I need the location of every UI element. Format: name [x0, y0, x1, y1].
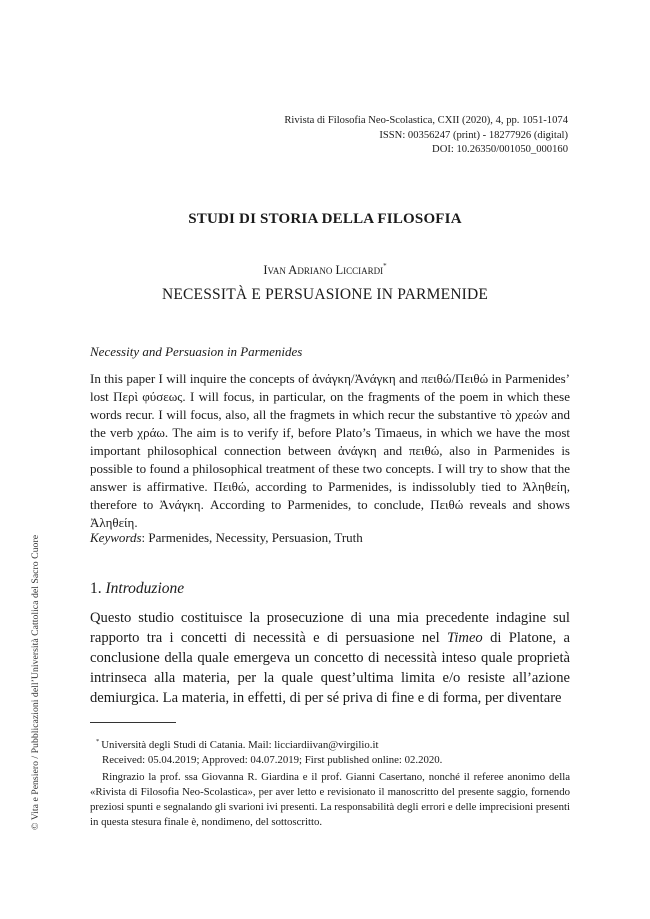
keywords — [90, 529, 570, 547]
section-heading — [90, 580, 184, 598]
keywords-label: Keywords — [90, 530, 142, 545]
footnote-affiliation-line1 — [96, 734, 570, 753]
abstract: In this paper I will inquire the concepts of ἀνάγκη/Ἀνάγκη and πειθώ/Πειθώ in Parmenides’ lost Περὶ φύσεως. I will focus, in particular, on the fragments of the poem in which these words recur. I will focus, also, all the fragmets in which recur the substantive τὸ χρεών and the verb χράω. The aim is to verify if, before Plato’s Timaeus, in which we have the most important philosophical connection between ἀνάγκη and πειθώ, also in Parmenides is possible to found a philosophical treatment of these two concepts. I will try to show that the answer is affirmative. Πειθώ, according to Parmenides, is indissolubly tied to Ἀληθείη, therefore to Ἀνάγκη. According to Parmenides, to conclude, Πειθώ reveals and shows Ἀληθείη. — [90, 371, 570, 530]
footnote-dates: Received: 05.04.2019; Approved: 04.07.2019; First published online: 02.2020. — [102, 754, 443, 766]
doi: DOI: 10.26350/001050_000160 — [432, 144, 568, 156]
section-title: STUDI DI STORIA DELLA FILOSOFIA — [188, 211, 462, 227]
footnote-mark: * — [96, 738, 100, 745]
section-number: 1. — [90, 580, 102, 597]
keywords-list: : Parmenides, Necessity, Persuasion, Truth — [141, 530, 363, 545]
affiliation-text: Università degli Studi di Catania. Mail: licciardiivan@virgilio.it — [101, 739, 379, 751]
footnote-affiliation — [90, 734, 570, 768]
article-title: NECESSITÀ E PERSUASIONE IN PARMENIDE — [161, 286, 489, 303]
body-text-a: Questo studio costituisce la prosecuzione di una mia precedente indagine sul rapporto tra i concetti di necessità e di persuasione nel — [90, 610, 570, 646]
issn: ISSN: 00356247 (print) - 18277926 (digital) — [379, 129, 568, 141]
journal-header — [284, 114, 568, 158]
side-copyright: © Vita e Pensiero / Pubblicazioni dell’Università Cattolica del Sacro Cuore — [30, 534, 41, 830]
journal-citation: Rivista di Filosofia Neo-Scolastica, CXII (2020), 4, pp. 1051-1074 — [284, 115, 568, 126]
body-italic-timeo: Timeo — [447, 630, 483, 646]
body-text-b: di Platone, a conclusione della quale emergeva un concetto di necessità inteso quale proprietà intrinseca alla materia, per la quale quest’ultima limita e/o resiste all’azione demiurgica. La materia, in effetti, di per sé priva di fine e di forma, per diventare — [90, 630, 571, 706]
author-footnote-mark: * — [383, 262, 387, 270]
footnote-rule — [90, 722, 176, 723]
author-name: Ivan Adriano Licciardi — [263, 263, 384, 277]
body-paragraph — [90, 608, 570, 708]
footnote-acknowledgements: Ringrazio la prof. ssa Giovanna R. Giardina e il prof. Gianni Casertano, nonché il referee anonimo della «Rivista di Filosofia Neo-Scolastica», per aver letto e revisionato il manoscritto del presente saggio, fornendo preziosi spunti e segnalando gli svarioni ivi presenti. La responsabilità degli errori e delle imprecisioni presenti in questa stesura finale è, nondimeno, del sottoscritto. — [90, 771, 570, 828]
section-heading-title: Introduzione — [105, 580, 185, 597]
english-title: Necessity and Persuasion in Parmenides — [90, 344, 303, 359]
author — [0, 262, 650, 278]
